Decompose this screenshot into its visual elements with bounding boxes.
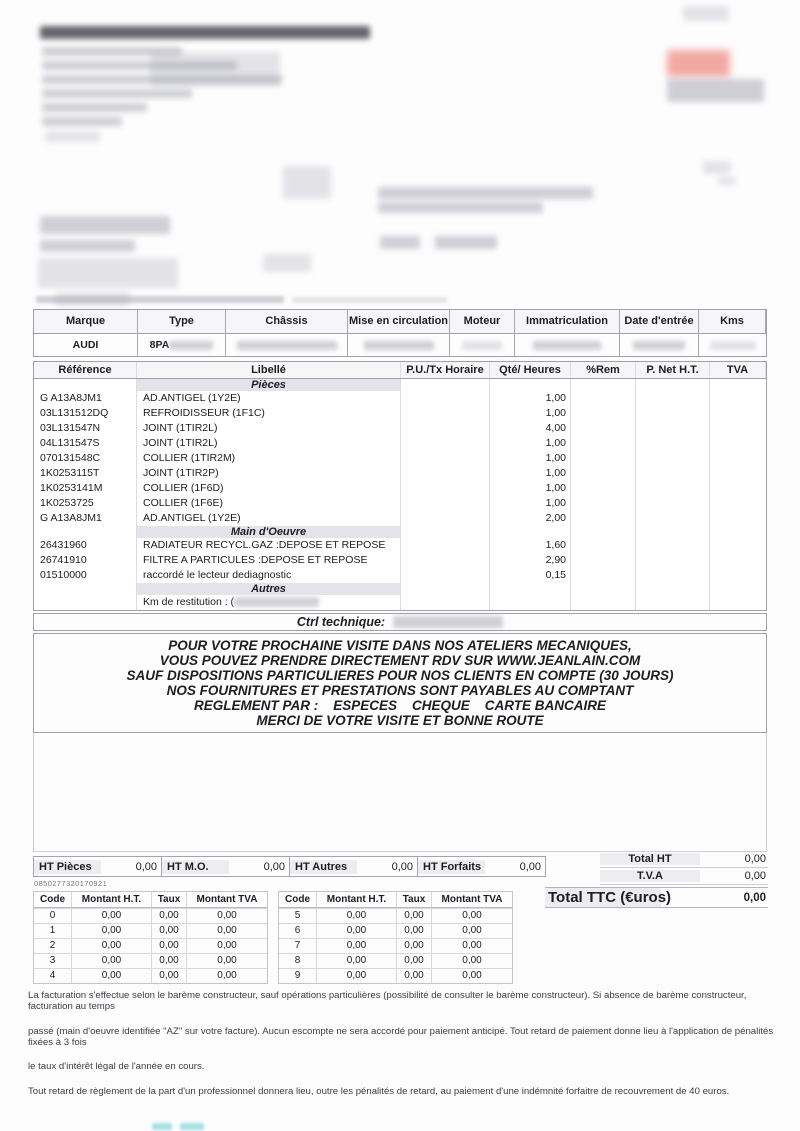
empty-cell — [401, 538, 490, 553]
items-table — [33, 361, 767, 611]
empty-cell — [636, 421, 710, 436]
item-row — [34, 538, 766, 553]
redacted-moteur — [462, 341, 502, 350]
vehicle-header-cell: Immatriculation — [515, 310, 620, 333]
ht-summary-value: 0,00 — [391, 860, 413, 873]
total-ht-label: Total HT — [600, 853, 700, 865]
empty-cell — [401, 526, 490, 538]
notice-line: MERCI DE VOTRE VISITE ET BONNE ROUTE — [256, 713, 544, 728]
vehicle-header-cell: Mise en circulation — [348, 310, 450, 333]
tva-taux: 0,00 — [151, 924, 186, 938]
tva-header-cell: Montant H.T. — [71, 892, 151, 907]
section-title: Pièces — [137, 379, 401, 391]
tva-total-value: 0,00 — [744, 870, 766, 882]
empty-cell — [710, 583, 766, 595]
tva-montant-tva: 0,00 — [431, 939, 512, 953]
empty-cell — [636, 538, 710, 553]
empty-cell — [571, 379, 636, 391]
total-ht-row — [600, 851, 768, 868]
tva-code: 8 — [294, 955, 301, 966]
empty-cell — [571, 496, 636, 511]
empty-cell — [401, 583, 490, 595]
redacted-chassis — [237, 341, 337, 350]
vehicle-header-row — [34, 310, 766, 334]
tva-row — [34, 923, 267, 938]
total-ttc-row — [545, 887, 768, 908]
item-reference: 070131548C — [34, 451, 137, 466]
legal-paragraph: passé (main d'oeuvre identifiée "AZ" sur votre facture). Aucun escompte ne sera accordé pour paiement anticipé. Tout retard de paiement donne lieu à l'application de pénalités fixées à 3 fois — [28, 1025, 774, 1048]
empty-cell — [710, 526, 766, 538]
ht-summary-label: HT Autres — [290, 860, 357, 874]
empty-cell — [571, 406, 636, 421]
vehicle-kms — [699, 334, 766, 356]
items-header-cell: %Rem — [571, 362, 636, 378]
ht-summary-row — [33, 856, 546, 877]
tva-montant-tva: 0,00 — [186, 954, 267, 968]
total-ttc-value: 0,00 — [743, 891, 766, 904]
tva-header-cell: Taux — [396, 892, 431, 907]
item-reference: 1K0253141M — [34, 481, 137, 496]
items-header-row — [34, 362, 766, 379]
vehicle-type: 8PA — [138, 334, 226, 356]
tva-header-cell: Code — [40, 894, 65, 905]
tva-row — [34, 938, 267, 953]
item-row — [34, 553, 766, 568]
empty-cell — [490, 526, 571, 538]
tva-montant-tva: 0,00 — [431, 954, 512, 968]
tva-taux: 0,00 — [151, 954, 186, 968]
ctrl-technique-label: Ctrl technique: — [296, 615, 386, 629]
tva-header-cell: Code — [285, 894, 310, 905]
tva-montant-tva: 0,00 — [186, 909, 267, 923]
ht-summary-box — [161, 856, 290, 877]
empty-cell — [710, 511, 766, 526]
empty-cell — [571, 421, 636, 436]
tva-row — [279, 908, 512, 923]
item-qty: 1,00 — [490, 496, 571, 511]
tva-code: 6 — [294, 925, 301, 936]
km-restitution-row — [34, 595, 766, 610]
redacted-customer-city — [435, 236, 497, 249]
item-label: FILTRE A PARTICULES :DEPOSE ET REPOSE — [137, 553, 401, 568]
legal-terms — [28, 990, 780, 1110]
tva-code: 9 — [294, 970, 301, 981]
tva-code: 2 — [49, 940, 56, 951]
redacted-kms — [710, 341, 756, 350]
tva-montant-tva: 0,00 — [431, 909, 512, 923]
tva-taux: 0,00 — [151, 909, 186, 923]
item-label: JOINT (1TIR2P) — [137, 466, 401, 481]
tva-code: 5 — [294, 910, 301, 921]
tva-taux: 0,00 — [151, 939, 186, 953]
item-row — [34, 406, 766, 421]
section-title: Main d'Oeuvre — [137, 526, 401, 538]
item-row — [34, 568, 766, 583]
redacted-pretable-line — [36, 296, 284, 303]
tva-total-row — [600, 868, 768, 885]
redacted-date-block — [283, 166, 331, 199]
empty-cell — [636, 583, 710, 595]
section-band-main-doeuvre — [34, 526, 766, 538]
tva-montant-ht: 0,00 — [316, 909, 396, 923]
tva-row — [279, 968, 512, 983]
tva-taux: 0,00 — [396, 924, 431, 938]
redacted-header-note — [683, 6, 729, 21]
tva-header-row — [34, 892, 267, 908]
vehicle-table — [33, 309, 767, 357]
tva-header-cell: Montant TVA — [431, 892, 512, 907]
ctrl-technique-bar — [33, 613, 767, 631]
ht-summary-value: 0,00 — [263, 860, 285, 873]
notice-box — [33, 633, 767, 733]
redacted-company-name — [40, 26, 370, 39]
tva-montant-tva: 0,00 — [431, 924, 512, 938]
tva-total-label: T.V.A — [600, 870, 700, 882]
tva-taux: 0,00 — [151, 969, 186, 983]
redacted-right-mark — [718, 177, 736, 185]
empty-cell — [710, 379, 766, 391]
tva-row — [279, 923, 512, 938]
legal-paragraph: Tout retard de règlement de la part d'un professionnel donnera lieu, outre les pénalités de retard, au paiement d'une indémnité forfaitre de recouvrement de 40 euros. — [28, 1085, 730, 1097]
empty-cell — [401, 496, 490, 511]
redacted-customer-city — [380, 236, 420, 249]
ht-summary-value: 0,00 — [135, 860, 157, 873]
redacted-dealer-logo — [667, 50, 730, 77]
item-reference: 03L131512DQ — [34, 406, 137, 421]
item-reference: 03L131547N — [34, 421, 137, 436]
empty-cell — [710, 436, 766, 451]
item-qty: 1,00 — [490, 466, 571, 481]
document-number: 0850277320170921 — [34, 879, 108, 888]
empty-cell — [710, 391, 766, 406]
tva-row — [279, 938, 512, 953]
item-qty: 0,15 — [490, 568, 571, 583]
empty-cell — [571, 538, 636, 553]
vehicle-header-cell: Date d'entrée — [620, 310, 699, 333]
ht-summary-value: 0,00 — [519, 860, 541, 873]
redacted-logo-caption — [667, 79, 764, 102]
empty-cell — [636, 595, 710, 610]
redacted-invoice-block — [38, 258, 178, 288]
item-qty: 2,90 — [490, 553, 571, 568]
redacted-address-line — [45, 131, 100, 142]
tva-montant-ht: 0,00 — [71, 939, 151, 953]
redacted-invoice-block — [40, 216, 170, 234]
tva-header-row — [279, 892, 512, 908]
redacted-footer-print — [180, 1123, 204, 1130]
item-label: raccordé le lecteur dediagnostic — [137, 568, 401, 583]
item-qty: 1,00 — [490, 481, 571, 496]
redacted-immat — [533, 341, 601, 350]
vehicle-mise-en-circulation — [348, 334, 450, 356]
empty-cell — [710, 568, 766, 583]
tva-montant-ht: 0,00 — [71, 969, 151, 983]
tva-montant-ht: 0,00 — [316, 954, 396, 968]
empty-cell — [710, 406, 766, 421]
item-row — [34, 451, 766, 466]
item-qty: 2,00 — [490, 511, 571, 526]
empty-cell — [490, 595, 571, 610]
tva-montant-ht: 0,00 — [316, 939, 396, 953]
redacted-footer-print — [152, 1123, 172, 1130]
empty-cell — [710, 553, 766, 568]
redacted-date-entree — [633, 341, 685, 350]
total-ttc-label: Total TTC (€uros) — [548, 889, 672, 906]
empty-cell — [636, 379, 710, 391]
empty-cell — [401, 421, 490, 436]
km-restitution-label: Km de restitution : ( — [137, 595, 401, 610]
redacted-address-line — [150, 52, 280, 86]
redacted-date-circ — [364, 341, 434, 350]
vehicle-header-cell: Marque — [34, 310, 138, 333]
redacted-customer-addr — [378, 202, 543, 213]
item-label: JOINT (1TIR2L) — [137, 421, 401, 436]
ht-summary-label: HT Forfaits — [418, 860, 485, 874]
empty-cell — [401, 466, 490, 481]
empty-cell — [710, 421, 766, 436]
item-qty: 1,00 — [490, 436, 571, 451]
items-header-cell: Référence — [34, 362, 137, 378]
item-label: AD.ANTIGEL (1Y2E) — [137, 511, 401, 526]
section-title: Autres — [137, 583, 401, 595]
empty-cell — [571, 553, 636, 568]
empty-cell — [571, 595, 636, 610]
vehicle-header-cell: Kms — [699, 310, 766, 333]
tva-montant-ht: 0,00 — [316, 924, 396, 938]
empty-cell — [401, 553, 490, 568]
redacted-type — [169, 341, 213, 350]
empty-cell — [710, 451, 766, 466]
empty-cell — [571, 436, 636, 451]
empty-cell — [636, 526, 710, 538]
totals-right-block — [545, 851, 768, 908]
tva-header-cell: Montant H.T. — [316, 892, 396, 907]
item-row — [34, 511, 766, 526]
empty-cell — [571, 568, 636, 583]
item-row — [34, 481, 766, 496]
item-row — [34, 436, 766, 451]
item-row — [34, 466, 766, 481]
redacted-mid-mark — [263, 254, 311, 272]
item-label: COLLIER (1TIR2M) — [137, 451, 401, 466]
empty-cell — [571, 511, 636, 526]
ht-summary-box — [289, 856, 418, 877]
vehicle-chassis — [226, 334, 348, 356]
items-header-cell: Libellé — [137, 362, 401, 378]
item-label: COLLIER (1F6D) — [137, 481, 401, 496]
vehicle-header-cell: Châssis — [226, 310, 348, 333]
tva-montant-tva: 0,00 — [186, 939, 267, 953]
redacted-address-line — [42, 103, 147, 112]
empty-cell — [636, 511, 710, 526]
items-header-cell: Qté/ Heures — [490, 362, 571, 378]
redacted-invoice-block — [40, 240, 135, 252]
ht-summary-box — [417, 856, 546, 877]
tva-header-cell: Montant TVA — [186, 892, 267, 907]
notice-line: REGLEMENT PAR : ESPECES CHEQUE CARTE BANCAIRE — [193, 698, 607, 713]
item-label: AD.ANTIGEL (1Y2E) — [137, 391, 401, 406]
vehicle-moteur — [450, 334, 515, 356]
tva-code: 0 — [49, 910, 56, 921]
tva-row — [279, 953, 512, 968]
empty-cell — [490, 379, 571, 391]
empty-cell — [636, 451, 710, 466]
tva-code: 7 — [294, 940, 301, 951]
tva-header-cell: Taux — [151, 892, 186, 907]
empty-cell — [636, 466, 710, 481]
empty-cell — [571, 481, 636, 496]
item-qty: 1,00 — [490, 406, 571, 421]
redacted-ctrl-technique-value — [393, 616, 503, 628]
tva-row — [34, 908, 267, 923]
item-qty: 4,00 — [490, 421, 571, 436]
item-qty: 1,00 — [490, 391, 571, 406]
tva-table-right — [278, 891, 513, 984]
item-label: COLLIER (1F6E) — [137, 496, 401, 511]
notice-line: POUR VOTRE PROCHAINE VISITE DANS NOS ATELIERS MECANIQUES, — [168, 638, 632, 653]
item-qty: 1,60 — [490, 538, 571, 553]
notice-line: VOUS POUVEZ PRENDRE DIRECTEMENT RDV SUR WWW.JEANLAIN.COM — [159, 653, 641, 668]
redacted-pretable-line — [292, 297, 447, 303]
item-row — [34, 391, 766, 406]
empty-cell — [636, 406, 710, 421]
item-reference: 04L131547S — [34, 436, 137, 451]
redacted-address-line — [42, 117, 122, 126]
item-label: RADIATEUR RECYCL.GAZ :DEPOSE ET REPOSE — [137, 538, 401, 553]
empty-cell — [710, 496, 766, 511]
vehicle-marque: AUDI — [34, 334, 138, 356]
item-reference: 01510000 — [34, 568, 137, 583]
empty-cell — [710, 481, 766, 496]
empty-cell — [401, 511, 490, 526]
tva-montant-ht: 0,00 — [316, 969, 396, 983]
empty-cell — [34, 595, 137, 610]
section-band-autres — [34, 583, 766, 595]
empty-cell — [401, 568, 490, 583]
item-reference: 26741910 — [34, 553, 137, 568]
empty-cell — [401, 595, 490, 610]
item-label: JOINT (1TIR2L) — [137, 436, 401, 451]
tva-montant-ht: 0,00 — [71, 909, 151, 923]
item-qty: 1,00 — [490, 451, 571, 466]
tva-table-left — [33, 891, 268, 984]
vehicle-data-row — [34, 334, 766, 356]
vehicle-immatriculation — [515, 334, 620, 356]
empty-details-area — [33, 733, 767, 852]
tva-taux: 0,00 — [396, 939, 431, 953]
empty-cell — [636, 436, 710, 451]
item-reference: 1K0253725 — [34, 496, 137, 511]
empty-cell — [710, 466, 766, 481]
empty-cell — [571, 583, 636, 595]
empty-cell — [34, 379, 137, 391]
tva-taux: 0,00 — [396, 954, 431, 968]
legal-paragraph: La facturation s'effectue selon le barème constructeur, sauf opérations particulières (possibilité de consulter le barème constructeur). Si absence de barème constructeur, facturation au temps — [28, 990, 747, 1012]
tva-montant-tva: 0,00 — [431, 969, 512, 983]
vehicle-header-cell: Type — [138, 310, 226, 333]
empty-cell — [401, 481, 490, 496]
empty-cell — [34, 583, 137, 595]
total-ht-value: 0,00 — [744, 853, 766, 865]
tva-montant-ht: 0,00 — [71, 954, 151, 968]
tva-row — [34, 968, 267, 983]
tva-montant-tva: 0,00 — [186, 969, 267, 983]
empty-cell — [636, 496, 710, 511]
redacted-address-line — [42, 89, 192, 98]
empty-cell — [401, 406, 490, 421]
empty-cell — [571, 466, 636, 481]
item-reference: G A13A8JM1 — [34, 511, 137, 526]
ht-summary-label: HT Pièces — [34, 860, 101, 874]
empty-cell — [636, 568, 710, 583]
vehicle-date-entree — [620, 334, 699, 356]
empty-cell — [571, 451, 636, 466]
empty-cell — [490, 583, 571, 595]
empty-cell — [401, 379, 490, 391]
empty-cell — [401, 391, 490, 406]
empty-cell — [710, 538, 766, 553]
item-label: REFROIDISSEUR (1F1C) — [137, 406, 401, 421]
item-reference: G A13A8JM1 — [34, 391, 137, 406]
empty-cell — [571, 526, 636, 538]
empty-cell — [571, 391, 636, 406]
legal-paragraph: le taux d'intérêt légal de l'année en cours. — [28, 1061, 205, 1072]
tva-montant-tva: 0,00 — [186, 924, 267, 938]
section-band-pieces — [34, 379, 766, 391]
items-header-cell: P.U./Tx Horaire — [401, 362, 490, 378]
item-row — [34, 496, 766, 511]
tva-taux: 0,00 — [396, 969, 431, 983]
notice-line: SAUF DISPOSITIONS PARTICULIERES POUR NOS CLIENTS EN COMPTE (30 JOURS) — [126, 668, 674, 683]
tva-montant-ht: 0,00 — [71, 924, 151, 938]
empty-cell — [34, 526, 137, 538]
tva-taux: 0,00 — [396, 909, 431, 923]
ht-summary-box — [33, 856, 162, 877]
vehicle-header-cell: Moteur — [450, 310, 515, 333]
empty-cell — [636, 391, 710, 406]
item-reference: 1K0253115T — [34, 466, 137, 481]
redacted-right-note — [703, 161, 731, 174]
item-row — [34, 421, 766, 436]
empty-cell — [636, 553, 710, 568]
redacted-customer-name — [378, 187, 593, 199]
items-header-cell: P. Net H.T. — [636, 362, 710, 378]
ht-summary-label: HT M.O. — [162, 860, 229, 874]
tva-code: 4 — [49, 970, 56, 981]
items-header-cell: TVA — [710, 362, 766, 378]
empty-cell — [401, 451, 490, 466]
empty-cell — [636, 481, 710, 496]
tva-code: 1 — [49, 925, 56, 936]
item-reference: 26431960 — [34, 538, 137, 553]
tva-row — [34, 953, 267, 968]
notice-line: NOS FOURNITURES ET PRESTATIONS SONT PAYABLES AU COMPTANT — [166, 683, 634, 698]
empty-cell — [401, 436, 490, 451]
empty-cell — [710, 595, 766, 610]
redacted-km-value — [234, 597, 319, 607]
tva-code: 3 — [49, 955, 56, 966]
